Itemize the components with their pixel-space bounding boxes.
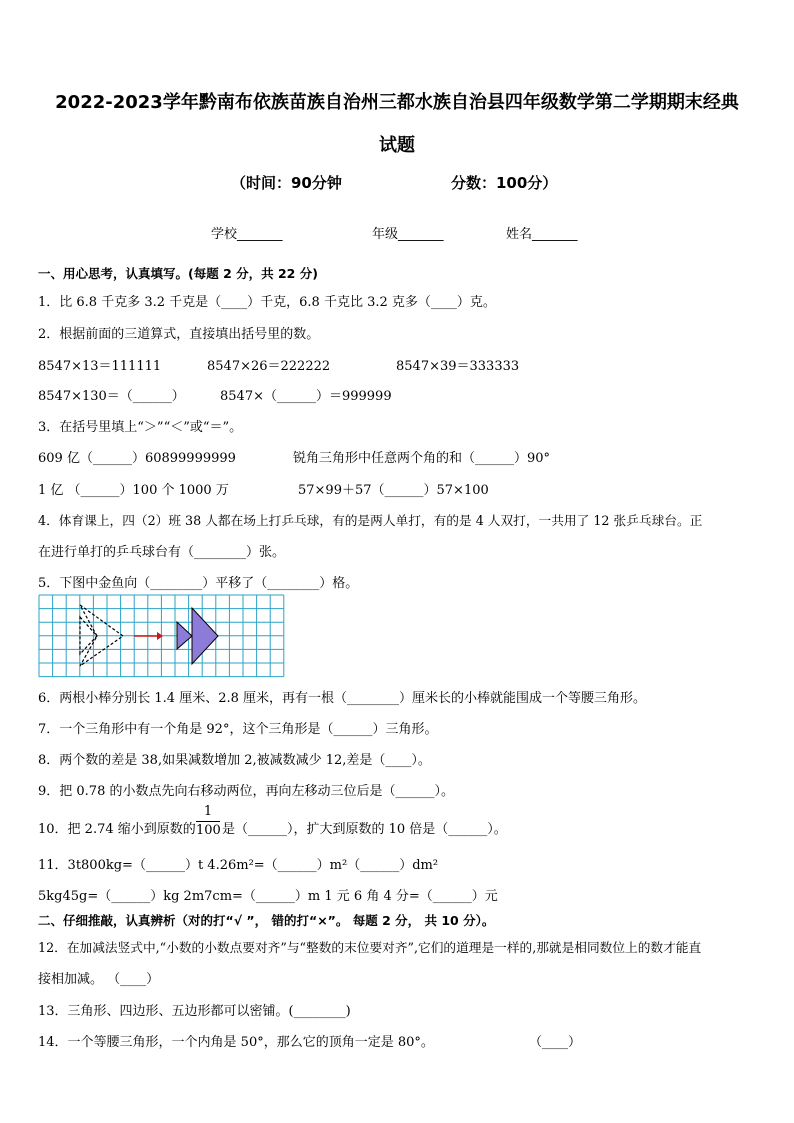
question-12-line-2: 接相加减。 （____）	[38, 972, 160, 987]
question-3-item-d: 57×99＋57（______）57×100	[298, 483, 489, 498]
question-4-line-2: 在进行单打的乒乓球台有（________）张。	[38, 545, 286, 560]
question-3-item-b: 锐角三角形中任意两个角的和（______）90°	[293, 451, 551, 466]
question-14-answer-blank[interactable]: （____）	[529, 1035, 582, 1050]
fraction-denominator: 100	[196, 823, 221, 838]
question-10-part-b: 是（______），扩大到原数的 10 倍是（______）。	[222, 822, 507, 837]
question-12-line-1: 12．在加减法竖式中,“小数的小数点要对齐”与“整数的末位要对齐”,它们的道理是一样的,那就是相同数位上的数才能直	[38, 940, 702, 955]
question-10-part-a: 10．把 2.74 缩小到原数的	[38, 822, 196, 837]
question-1: 1．比 6.8 千克多 3.2 千克是（____）千克，6.8 千克比 3.2 克多（____）克。	[38, 295, 496, 310]
question-5: 5．下图中金鱼向（________）平移了（________）格。	[38, 576, 359, 591]
question-7: 7．一个三角形中有一个角是 92°，这个三角形是（______）三角形。	[38, 722, 438, 737]
question-11-line-1: 11．3t800kg=（______）t 4.26m²=（______）m²（______）dm²	[38, 858, 439, 873]
page-title-line2: 试题	[379, 135, 415, 156]
fraction-bar	[196, 821, 220, 822]
exam-time: （时间：90分钟	[231, 174, 342, 192]
exam-score: 分数：100分）	[451, 174, 558, 192]
fish-moved-body	[192, 608, 218, 664]
question-8: 8．两个数的差是 38,如果减数增加 2,被减数减少 12,差是（____）。	[38, 753, 431, 768]
fraction-numerator: 1	[203, 804, 213, 819]
question-9: 9．把 0.78 的小数点先向右移动两位，再向左移动三位后是（______）。	[38, 784, 454, 799]
translation-arrowhead	[157, 632, 163, 640]
section-1-heading: 一、用心思考，认真填写。(每题 2 分，共 22 分)	[38, 266, 318, 281]
question-2-equation-3: 8547×39＝333333	[396, 359, 520, 374]
name-field[interactable]: 姓名_______	[506, 227, 578, 242]
question-11-line-2: 5kg45g=（______）kg 2m7cm=（______）m 1 元 6 角 4 分=（______）元	[38, 889, 498, 904]
grade-field[interactable]: 年级_______	[372, 227, 444, 242]
question-14: 14．一个等腰三角形，一个内角是 50°，那么它的顶角一定是 80°。	[38, 1035, 434, 1050]
question-2: 2．根据前面的三道算式，直接填出括号里的数。	[38, 327, 320, 342]
question-2-equation-1: 8547×13＝111111	[38, 359, 162, 374]
question-2-equation-4: 8547×130＝（______）	[38, 389, 185, 404]
fraction-one-hundredth	[196, 804, 220, 839]
question-3-item-a: 609 亿（______）60899999999	[38, 451, 236, 466]
question-6: 6．两根小棒分别长 1.4 厘米、2.8 厘米，再有一根（________）厘米长的小棒就能围成一个等腰三角形。	[38, 691, 647, 706]
question-2-equation-5: 8547×（______）＝999999	[220, 389, 392, 404]
question-3-item-c: 1 亿 （______）100 个 1000 万	[38, 483, 229, 498]
section-2-heading: 二、仔细推敲，认真辨析（对的打“√ ”， 错的打“×”。 每题 2 分， 共 10 分）。	[38, 913, 495, 928]
question-3: 3．在括号里填上“＞”“＜”或“＝”。	[38, 420, 243, 435]
page-title-line1: 2022-2023学年黔南布依族苗族自治州三都水族自治县四年级数学第二学期期末经典	[55, 92, 739, 113]
goldfish-grid-figure	[38, 594, 288, 680]
fish-moved-tail	[177, 622, 192, 649]
question-2-equation-2: 8547×26＝222222	[207, 359, 331, 374]
school-field[interactable]: 学校_______	[211, 227, 283, 242]
question-4-line-1: 4．体育课上，四（2）班 38 人都在场上打乒乓球，有的是两人单打，有的是 4 人双打，一共用了 12 张乒乓球台。正	[38, 513, 703, 528]
question-13: 13．三角形、四边形、五边形都可以密铺。(________)	[38, 1004, 351, 1019]
